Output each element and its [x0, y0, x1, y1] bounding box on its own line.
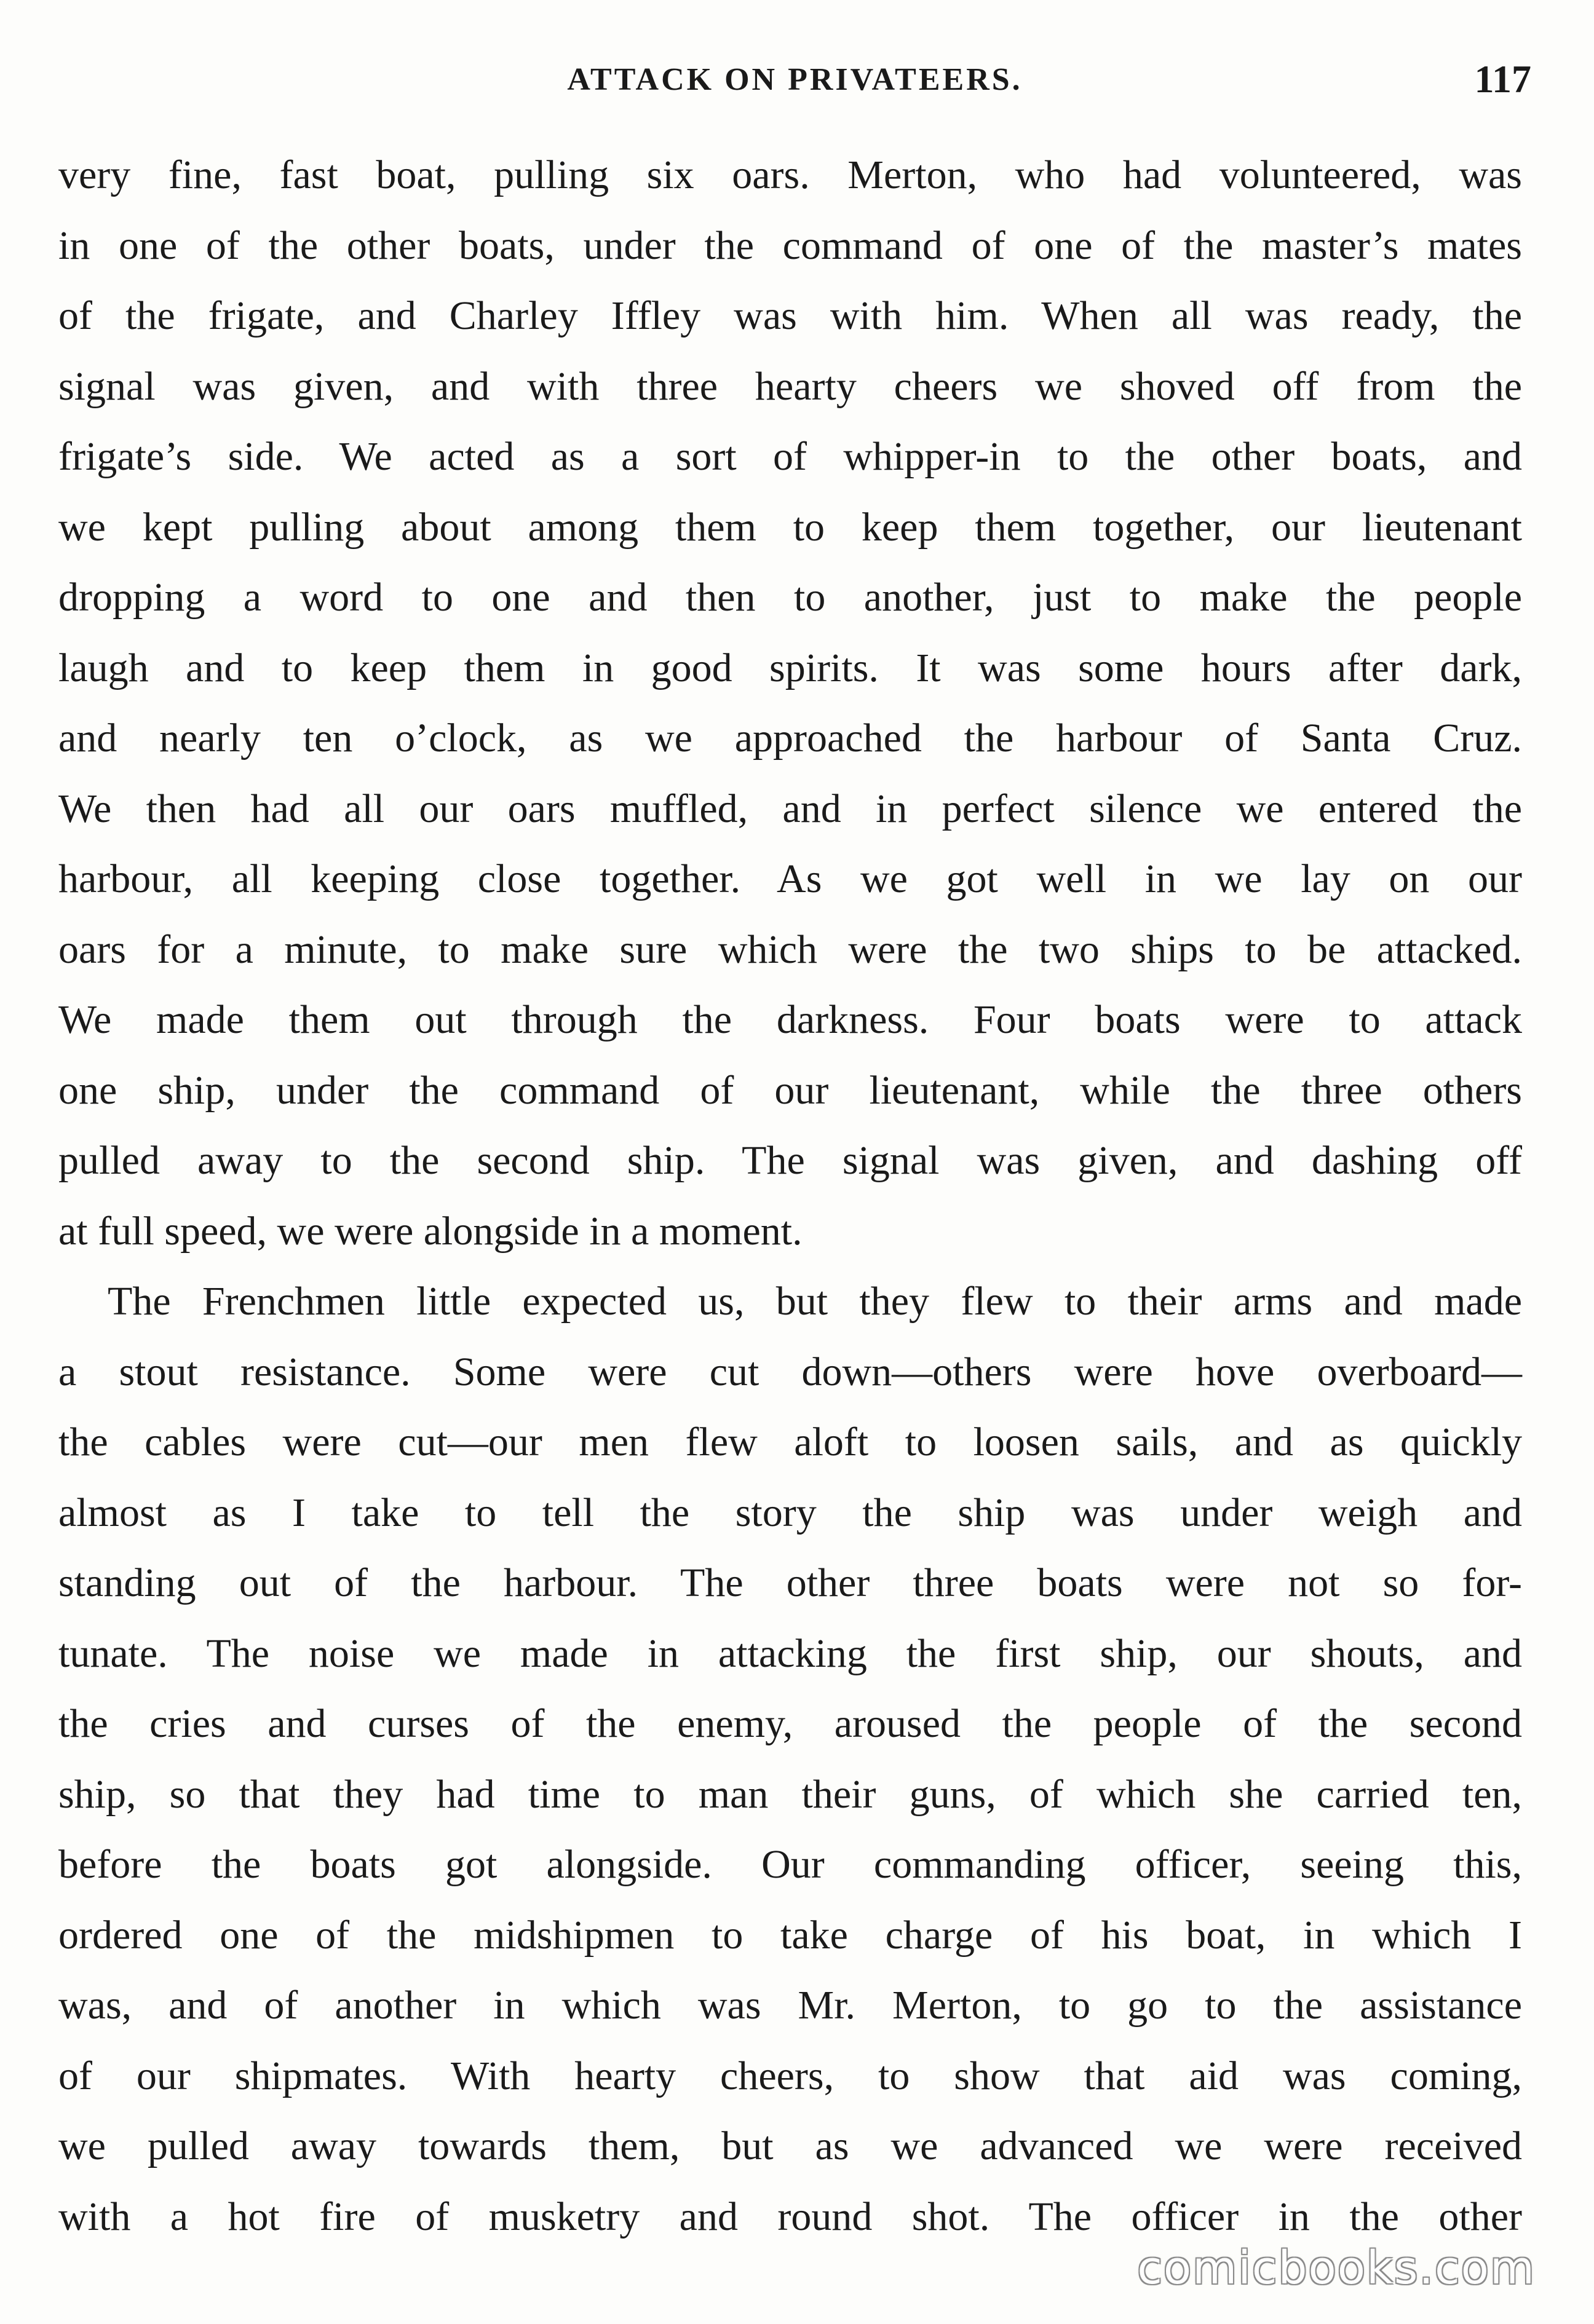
text-line: of the frigate, and Charley Iffley was with him. When all was ready, the: [58, 293, 1522, 338]
text-line: we pulled away towards them, but as we advanced we were received: [58, 2124, 1522, 2168]
watermark: comicbooks.com: [1137, 2242, 1536, 2294]
text-line: before the boats got alongside. Our commanding officer, seeing this,: [58, 1842, 1522, 1887]
running-title: ATTACK ON PRIVATEERS.: [567, 62, 1023, 97]
text-line: with a hot fire of musketry and round shot. The officer in the other: [58, 2194, 1522, 2239]
text-line: at full speed, we were alongside in a moment.: [58, 1208, 803, 1254]
body-text: [58, 140, 1522, 2252]
text-line: The Frenchmen little expected us, but they flew to their arms and made: [108, 1279, 1522, 1324]
text-line: tunate. The noise we made in attacking the first ship, our shouts, and: [58, 1630, 1522, 1676]
paragraph-1: [58, 140, 1522, 1267]
text-line: We made them out through the darkness. Four boats were to attack: [58, 997, 1522, 1042]
text-line: oars for a minute, to make sure which were the two ships to be attacked.: [58, 927, 1522, 972]
text-line: of our shipmates. With hearty cheers, to show that aid was coming,: [58, 2053, 1522, 2098]
text-line: we kept pulling about among them to keep them together, our lieutenant: [58, 504, 1522, 550]
text-line: ordered one of the midshipmen to take charge of his boat, in which I: [58, 1912, 1522, 1958]
page-number: 117: [1474, 57, 1531, 101]
text-line: standing out of the harbour. The other three boats were not so for-: [58, 1560, 1522, 1605]
running-head: [58, 57, 1531, 112]
text-line: frigate’s side. We acted as a sort of whipper-in to the other boats, and: [58, 434, 1522, 479]
text-line: in one of the other boats, under the command of one of the master’s mates: [58, 223, 1522, 268]
text-line: was, and of another in which was Mr. Merton, to go to the assistance: [58, 1983, 1522, 2028]
text-line: the cables were cut—our men flew aloft to loosen sails, and as quickly: [58, 1420, 1522, 1464]
text-line: signal was given, and with three hearty cheers we shoved off from the: [58, 363, 1522, 409]
text-line: pulled away to the second ship. The signal was given, and dashing off: [58, 1138, 1522, 1183]
text-line: harbour, all keeping close together. As we got well in we lay on our: [58, 856, 1522, 901]
paragraph-2: [58, 1267, 1522, 2252]
text-line: laugh and to keep them in good spirits. It was some hours after dark,: [58, 645, 1522, 690]
text-line: very fine, fast boat, pulling six oars. Merton, who had volunteered, was: [58, 152, 1522, 197]
text-line: almost as I take to tell the story the ship was under weigh and: [58, 1490, 1522, 1535]
text-line: dropping a word to one and then to another, just to make the people: [58, 575, 1522, 620]
text-line: ship, so that they had time to man their guns, of which she carried ten,: [58, 1771, 1522, 1817]
text-line: and nearly ten o’clock, as we approached the harbour of Santa Cruz.: [58, 716, 1522, 761]
text-line: We then had all our oars muffled, and in perfect silence we entered the: [58, 786, 1522, 831]
text-line: a stout resistance. Some were cut down—others were hove overboard—: [58, 1349, 1522, 1394]
text-line: one ship, under the command of our lieutenant, while the three others: [58, 1067, 1522, 1113]
text-line: the cries and curses of the enemy, aroused the people of the second: [58, 1701, 1522, 1746]
